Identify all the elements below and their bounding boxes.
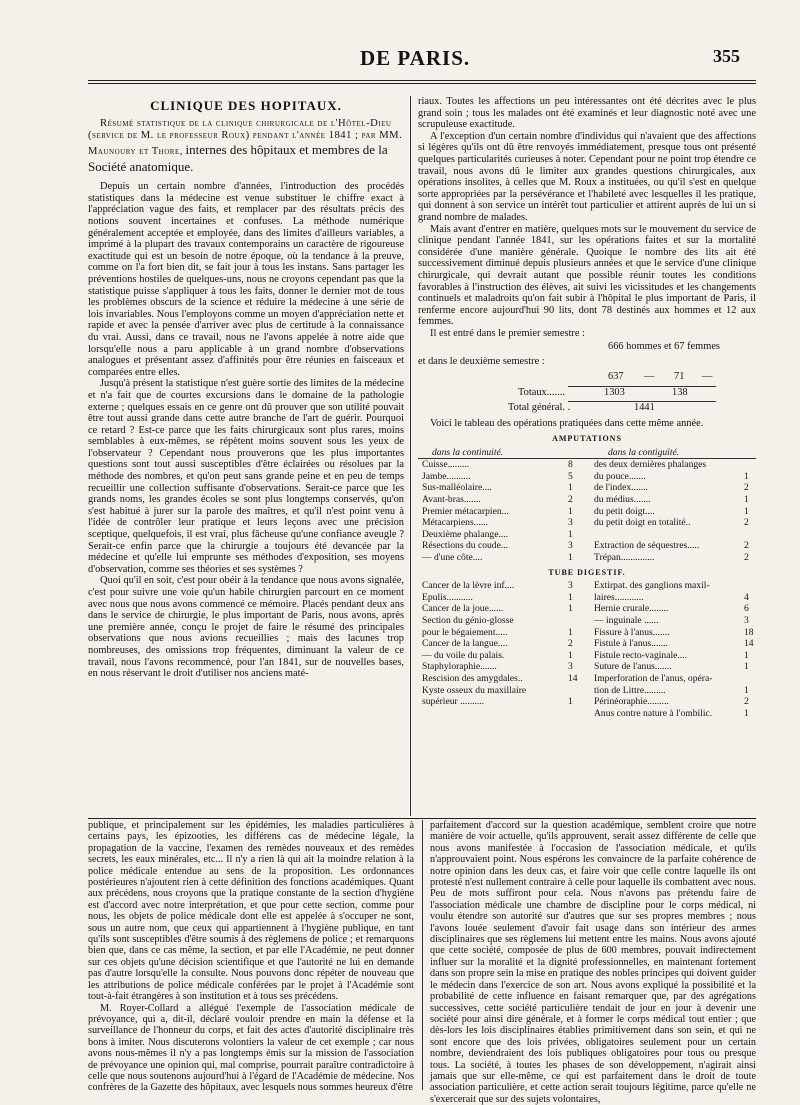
stat-second-men: 637 xyxy=(608,371,624,383)
operation-count: 2 xyxy=(568,638,573,650)
operation-name: Cuisse......... xyxy=(422,459,470,471)
left-column xyxy=(88,96,404,680)
page-number: 355 xyxy=(713,46,740,66)
amputations-heading: AMPUTATIONS xyxy=(552,434,622,444)
operation-name: Résections du coude... xyxy=(422,540,509,552)
operation-count: 1 xyxy=(568,649,573,661)
operation-name: — d'une côte.... xyxy=(422,552,483,563)
operation-name: Cancer de la joue...... xyxy=(422,603,504,615)
operation-count: 1 xyxy=(568,626,573,638)
authors-affiliation: internes des hôpitaux et membres de la Société anatomique. xyxy=(88,142,388,174)
digestif-row xyxy=(418,685,756,697)
operation-count: 1 xyxy=(568,591,573,603)
operation-name: Fissure à l'anus....... xyxy=(594,626,670,638)
operation-name: supérieur .......... xyxy=(422,696,485,708)
table-intro: Voici le tableau des opérations pratiquées dans cette même année. xyxy=(430,418,704,430)
digestif-row xyxy=(418,615,756,627)
operation-name: Staphyloraphie....... xyxy=(422,661,497,673)
operation-name: Cancer de la langue.... xyxy=(422,638,508,650)
bottom-section xyxy=(88,820,756,1105)
grand-total-label: Total général. . xyxy=(508,402,571,414)
digestif-heading: TUBE DIGESTIF. xyxy=(548,567,626,577)
operation-name: Extraction de séquestres..... xyxy=(594,540,700,552)
totals-men: 1303 xyxy=(604,387,625,399)
operation-count: 4 xyxy=(744,591,749,603)
paragraph: A l'exception d'un certain nombre d'individus qui n'avaient que des affections si légères qu'ils ont dû être renvoyés immédiatement, presque tous ont présenté quelques particularités curieuses à noter. Cependant pour ne point trop étendre ce travail, nous avons dû le limiter aux grandes questions chirurgicales, aux opérations insolites, à celles que M. Roux a instituées, ou qu'il s'est en quelque sorte appropriées par la persévérance et l'habileté avec lesquelles il les pratique, qui donnent à son service un intérêt tout particulier et attirent auprès de lui un si grand nombre de malades. xyxy=(418,130,756,223)
digestif-row xyxy=(418,696,756,708)
admission-stats xyxy=(418,341,756,416)
operation-name: Epulis........... xyxy=(422,591,473,603)
operation-count: 2 xyxy=(744,482,749,494)
article-summary xyxy=(88,118,404,176)
operation-count: 2 xyxy=(744,540,749,552)
right-column xyxy=(418,96,756,719)
operation-count: 2 xyxy=(568,494,573,506)
amputations-sub-left: dans la continuité. xyxy=(432,446,504,458)
operation-count: 6 xyxy=(744,603,749,615)
operation-count: 1 xyxy=(568,696,573,708)
operation-name: Fistule à l'anus....... xyxy=(594,638,668,650)
digestif-row xyxy=(418,603,756,615)
amputation-row xyxy=(418,517,756,529)
paragraph: Il est entré dans le premier semestre : xyxy=(430,327,585,339)
operation-name: Jambe.......... xyxy=(422,470,471,482)
paragraph: Depuis un certain nombre d'années, l'introduction des procédés statistiques dans la médecine est venue substituer le chiffre exact à l'appréciation vague des faits, et remplacer par des résultats précis des notions souvent incertaines et confuses. La méthode numérique généralement acceptée et employée, dans des limites d'ailleurs variables, a imprimé à la plupart des travaux contemporains un caractère de rigoureuse exactitude qui est un besoin de notre époque, où la tendance à la preuve, comme on l'a fort bien dit, se fait jour à tous les instans. Sans partager les préventions hostiles de quelques-uns, nous ne croyons cependant pas que la statistique puisse s'appliquer à tous les faits, donner le dernier mot de tous les problèmes obscurs de la science et réduire la médecine à une série de lois invariables. Nous l'employons comme un moyen d'appréciation nette et rapide et avec la pensée d'arriver avec plus de certitude à la connaissance du vrai. Aussi, dans ce travail, nous ne l'avons appelée à notre aide que lorsqu'elle nous a paru applicable à un grand nombre d'observations analogues et présentant assez d'affinités pour être réunies en faisceaux et comparées entre elles. xyxy=(88,181,404,378)
operation-count: 1 xyxy=(744,494,749,506)
amputation-row xyxy=(418,482,756,494)
operation-count: 18 xyxy=(744,626,754,638)
amputation-row xyxy=(418,540,756,552)
page-header xyxy=(60,46,740,74)
operation-count: 3 xyxy=(568,580,573,592)
summary-text: Résumé statistique de la clinique chirurgicale de l'Hôtel-Dieu (service de M. le professeur Roux) pendant l'année 1841 ; par MM. Maunoury et Thore, xyxy=(88,117,403,158)
operation-name: Section du génio-glosse xyxy=(422,614,514,626)
operation-name: Kyste osseux du maxillaire xyxy=(422,684,527,696)
operation-count: 1 xyxy=(744,707,749,719)
operation-name: de l'index....... xyxy=(594,482,648,494)
amputation-row xyxy=(418,506,756,518)
operation-count: 1 xyxy=(744,684,749,696)
operation-name: du pouce....... xyxy=(594,470,646,482)
stat-first-semester: 666 hommes et 67 femmes xyxy=(608,341,720,353)
digestif-row xyxy=(418,673,756,685)
digestif-row xyxy=(418,661,756,673)
operation-name: Fistule recto-vaginale.... xyxy=(594,649,687,661)
operation-name: Trépan.............. xyxy=(594,552,655,563)
operation-name: Extirpat. des ganglions maxil- xyxy=(594,580,710,592)
section-title: CLINIQUE DES HOPITAUX. xyxy=(150,98,342,113)
bottom-right-column xyxy=(430,820,756,1105)
paragraph: parfaitement d'accord sur la question académique, semblent croire que notre manière de voir actuelle, qu'ils approuvent, serait assez différente de celle que nous avons manifestée à l'occasion de l'association médicale, et qu'ils n'approuvaient point. Nous espérons les convaincre de la parfaite cohérence de notre opinion dans les deux cas, et faire voir que celle contre laquelle ils ont protesté n'est nullement contraire à celle pour laquelle ils combattent avec nous. Peu de mots suffiront pour cela. Nous n'avons pas prétendu faire de l'association médicale une chambre de discipline pour le corps médical, ni voulu étendre son autorité sur d'autres que sur ses propres membres ; nous l'avons louée seulement d'avoir fait usage dans son intérieur des armes disciplinaires que ses règlemens lui mettent entre les mains. Nous avons ajouté que cette société, composée de plus de 600 membres, pouvait indirectement influer sur la moralité et la dignité professionnelles, en maintenant fortement dans son propre sein la mise en pratique des nobles principes qui doivent guider le médecin dans l'exercice de son art. Nous avons expliqué la possibilité et la probabilité de cette influence en faisant remarquer que, par des agrégations successives, cette société particulière tendait de jour en jour à devenir une société pour ainsi dire générale, et à former le corps médical tout entier ; que dès-lors les lois disciplinaires établies primitivement dans son sein, et qui ne sont encore que des lois privées, obligatoires seulement pour un certain nombre, deviendraient des lois publiques obligatoires pour tous ou presque tous. La société, à toutes les phases de son développement, n'agirait ainsi jamais que sur elle-même, ce qui est parfaitement dans le droit de toute association particulière, et cette action serait toujours légitime, parce qu'elle ne s'exercerait que sur des sujets volontaires, xyxy=(430,820,756,1105)
operation-count: 1 xyxy=(568,482,573,494)
operation-name: Périnéoraphie......... xyxy=(594,696,669,708)
stat-second-label: et dans le deuxième semestre : xyxy=(418,356,545,368)
operation-name: du médius....... xyxy=(594,494,651,506)
operation-name: Deuxième phalange.... xyxy=(422,528,509,540)
operation-count: 2 xyxy=(744,552,749,563)
operation-count: 2 xyxy=(744,696,749,708)
amputations-table xyxy=(418,447,756,564)
operation-count: 1 xyxy=(568,603,573,615)
digestif-row xyxy=(418,638,756,650)
operation-name: des deux dernières phalanges xyxy=(594,459,707,471)
operation-count: 1 xyxy=(744,649,749,661)
paragraph: publique, et principalement sur les épidémies, les maladies particulières à certains pays, les épizooties, les différens cas de médecine légale, la propagation de la vaccine, l'examen des remèdes nouveaux et des remèdes secrets, les eaux minérales, etc... Il n'y a rien là qui ait la moindre relation à la police médicale entendue au sens de la proposition. Les ordonnances postérieures n'ajoutent rien à cette définition des fonctions académiques. Quant aux précédens, nous croyons que la pratique constante de la section d'hygiène est d'accord avec notre interprétation, et que pour cette section, comme pour nous, les objets de police médicale dont elle est appelée à s'occuper ne sont, sous un autre nom, que ceux qui appartiennent à l'hygiène publique, en tant qu'ils sont susceptibles d'être soumis à des règlemens de police ; et remarquons bien que, dans ce cas même, la section, et par elle l'Académie, ne peut donner sur ces objets qu'une décision scientifique et que l'autorité ne lui en demande pas d'autre lorsqu'elle la consulte. Nous pouvons donc répéter de nouveau que les attributions de police médicale conférées par le projet à l'Académie sont tout-à-fait étrangères à son institution et à tous ses précédens. xyxy=(88,820,414,1003)
stat-dash: — xyxy=(702,371,713,383)
digestif-row xyxy=(418,627,756,639)
operation-name: Sus-malléolaire.... xyxy=(422,482,492,494)
operation-name: tion de Littre......... xyxy=(594,684,666,696)
header-rule-double xyxy=(88,83,756,84)
operation-count: 1 xyxy=(568,505,573,517)
stat-dash: — xyxy=(644,371,655,383)
column-divider xyxy=(410,96,411,816)
operation-name: Hernie crurale........ xyxy=(594,603,669,615)
operation-name: du petit doigt.... xyxy=(594,505,655,517)
operation-count: 1 xyxy=(744,470,749,482)
digestif-row xyxy=(418,708,756,720)
operation-count: 2 xyxy=(744,517,749,529)
amputation-row xyxy=(418,459,756,471)
operation-count: 3 xyxy=(744,614,749,626)
operation-name: — inguinale ...... xyxy=(594,614,659,626)
header-rule xyxy=(88,80,756,81)
amputation-row xyxy=(418,471,756,483)
paragraph: riaux. Toutes les affections un peu intéressantes ont été décrites avec le plus grand soin ; tous les malades ont été examinés et leur diagnostic noté avec une scrupuleuse exactitude. xyxy=(418,96,756,131)
running-title: DE PARIS. xyxy=(360,46,471,70)
digestif-table xyxy=(418,580,756,719)
digestif-row xyxy=(418,592,756,604)
operation-name: pour le bégaiement..... xyxy=(422,626,508,638)
operation-name: Métacarpiens...... xyxy=(422,517,489,529)
operation-name: Rescision des amygdales.. xyxy=(422,672,523,684)
digestif-row xyxy=(418,580,756,592)
bottom-column-divider xyxy=(422,820,423,1090)
operation-count: 1 xyxy=(744,661,749,673)
operation-name: Anus contre nature à l'ombilic. xyxy=(594,707,713,719)
operation-name: Cancer de la lèvre inf.... xyxy=(422,580,515,592)
operation-name: Suture de l'anus....... xyxy=(594,661,672,673)
totals-women: 138 xyxy=(672,387,688,399)
operation-name: Avant-bras....... xyxy=(422,494,481,506)
operation-name: Imperforation de l'anus, opéra- xyxy=(594,672,713,684)
paragraph: Jusqu'à présent la statistique n'est guère sortie des limites de la médecine et n'a fait que de courtes excursions dans le domaine de la pathologie externe ; quelques essais en ce genre ont dû prouver que son utilité pouvait être tout aussi grande dans cette autre branche de l'art de guérir. Pourquoi ce retard ? Est-ce parce que les faits chirurgicaux sont plus rares, moins semblables à eux-mêmes, se répètent moins souvent sous les yeux de l'observateur ? Cependant nous prouverons que les plus importantes questions sont tout aussi susceptibles d'être éclairées ou résolues par la méthode des nombres, et qu'on peut sans grande peine et en peu de temps recueillir une collection suffisante d'observations. Serait-ce parce que les grands noms, les grandes écoles se sont plus longtemps conservés, qu'on s'est habitué à jurer sur la parole des maîtres, et qu'il n'est point venu à l'idée de contrôler leur pratique et leurs leçons avec une précision sceptique, quelquefois, il est vrai, plus fâcheuse qu'une confiance aveugle ? Serait-ce enfin parce que la chirurgie a toujours été devancée par la médecine et qu'elle lui emprunte ses méthodes d'exposition, ses moyens d'observation, comme ses théories et ses systèmes ? xyxy=(88,378,404,575)
operation-count: 8 xyxy=(568,459,573,471)
bottom-rule xyxy=(88,818,756,819)
grand-total-value: 1441 xyxy=(634,402,655,414)
amputation-row xyxy=(418,494,756,506)
operation-count: 3 xyxy=(568,517,573,529)
operation-name: du petit doigt en totalité.. xyxy=(594,517,691,529)
operation-count: 1 xyxy=(568,552,573,563)
totals-label: Totaux....... xyxy=(518,387,565,399)
amputations-sub-right: dans la contiguïté. xyxy=(608,446,680,458)
amputation-row xyxy=(418,552,756,564)
operation-name: Premier métacarpien... xyxy=(422,505,509,517)
paragraph: M. Royer-Collard a allégué l'exemple de l'association médicale de prévoyance, qui a, dit-il, déclaré vouloir prendre en main la défense et la surveillance de l'honneur du corps, et fait des actes d'autorité disciplinaire très bons à imiter. Nous discuterons volontiers la valeur de cet exemple ; car nous avons nous-mêmes il n'y a pas longtemps émis sur la mission de l'association de prévoyance une opinion qui, mal comprise, pourrait paraître contradictoire à celle que nous soutenons aujourd'hui à l'égard de l'Académie de médecine. Nos confrères de la Gazette des hôpitaux, avec lesquels nous sommes heureux d'être xyxy=(88,1002,414,1094)
operation-count: 1 xyxy=(744,505,749,517)
operation-count: 3 xyxy=(568,540,573,552)
operation-name: laires............ xyxy=(594,591,644,603)
digestif-row xyxy=(418,650,756,662)
bottom-left-column xyxy=(88,820,414,1094)
operation-name: — du voile du palais. xyxy=(422,649,505,661)
operation-count: 14 xyxy=(744,638,754,650)
amputation-row xyxy=(418,529,756,541)
operation-count: 14 xyxy=(568,672,578,684)
paragraph: Mais avant d'entrer en matière, quelques mots sur le mouvement du service de clinique pendant l'année 1841, sur les opérations faites et sur la mortalité considérée d'une manière générale. Quoique le nombre des lits ait été successivement diminué depuis plusieurs années et que le service d'une clinique chirurgicale, qui devrait autant que possible réunir toutes les conditions favorables à l'instruction des élèves, ait suivi les vicissitudes et les changements continuels et maladroits qu'on fait subir à l'hôpital le plus important de Paris, il renferme encore aujourd'hui 90 lits, dont 78 destinés aux hommes et 12 aux femmes. xyxy=(418,223,756,328)
stat-second-women: 71 xyxy=(674,371,685,383)
operation-count: 1 xyxy=(568,528,573,540)
operation-count: 5 xyxy=(568,470,573,482)
paragraph: Quoi qu'il en soit, c'est pour obéir à la tendance que nous avons signalée, c'est pour suivre une voie qu'un habile chirurgien parcourt en ce moment avec nous que nous avons commencé ce mémoire. Placés pendant deux ans dans le service de chirurgie, le plus important de Paris, nous avons, après une première année, conçu le projet de faire le résumé des principales observations que nous avions recueillies ; mais des lacunes trop nombreuses, des omissions trop fréquentes, diminuant la valeur de ce travail, nous l'avons recommencé, pour l'an 1841, sur de nouvelles bases, en nous réservant le droit d'utiliser nos anciens maté- xyxy=(88,575,404,680)
operation-count: 3 xyxy=(568,661,573,673)
